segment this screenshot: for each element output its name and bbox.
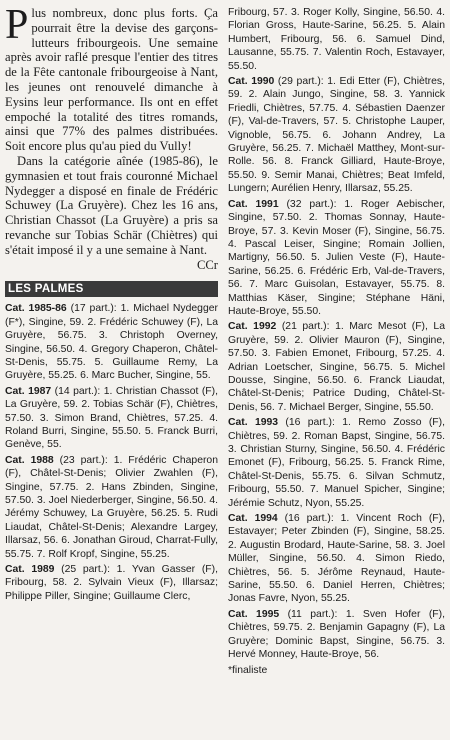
category-label: Cat. 1989 [5,564,55,576]
category-label: Cat. 1985-86 [5,303,67,315]
result-entry [5,454,218,561]
result-entry [5,302,218,382]
article-paragraph-1-text: lus nombreux, donc plus forts. Ça pourrait être la devise des garçons-lutteurs fribourgeois. Une semaine après avoir raflé presque l'entier des titres de la Fête cantonale fribourgeoise à Nant, les jeunes ont renouvelé dimanche à Eysins leur performance. Ils ont en effet empoché la totalité des titres romands, ainsi que 77% des palmes distribuées. Soit encore plus qu'au pied du Vully! [5,6,218,154]
result-text: (32 part.): 1. Roger Aebischer, Singine, 57.50. 2. Thomas Sonnay, Haute-Broye, 57. 3. Kevin Moser (F), Singine, 56.75. 4. Pascal Leiser, Singine; Romain Jollien, Martigny, 56.50. 5. Julien Veste (F), Haute-Sarine, 56.25. 6. Frédéric Erb, Val-de-Travers, 56. 7. Marc Guisolan, Estavayer, 55.75. 8. Matthias Käser, Singine; Stéphane Häni, Haute-Broye, 55.50. [228,198,445,317]
article-paragraph-1 [5,2,218,154]
results-left [5,302,218,603]
result-entry [228,320,445,414]
result-entry [228,416,445,510]
article [5,2,218,272]
result-text: (11 part.): 1. Sven Hofer (F), Chiètres, 59.75. 2. Benjamin Gapagny (F), La Gruyère; Dominic Bapst, Singine, 56.75. 3. Hervé Monney, Haute-Broye, 56. [228,608,445,661]
result-text: (25 part.): 1. Yvan Gasser (F), Fribourg, 58. 2. Sylvain Vieux (F), Illarsaz; Philippe Piller, Singine; Guillaume Clerc, [5,564,218,602]
result-text: (14 part.): 1. Christian Chassot (F), La Gruyère, 59. 2. Tobias Schär (F), Chiètres, 57.50. 3. Simon Brand, Chiètres, 57.25. 4. Roland Burri, Singine, 55.50. 5. Franck Burri, Genève, 55. [5,385,218,451]
left-column [5,2,218,605]
result-entry [5,385,218,452]
article-paragraph-2: Dans la catégorie aînée (1985-86), le gymnasien et tout frais couronné Michael Nydegger a disposé en finale de Frédéric Schuwey (La Gruyère). Chez les 16 ans, Christian Chassot (La Gruyère) a pris sa revanche sur Tobias Schär (Chiètres) qui s'était imposé il y a une semaine à Nant. [5,153,218,257]
result-entry [228,512,445,606]
results-right [228,6,445,662]
category-label: Cat. 1987 [5,385,52,397]
result-entry [228,608,445,662]
result-text: (17 part.): 1. Michael Nydegger (F*), Singine, 59. 2. Frédéric Schuwey (F), La Gruyère, 56.75. 3. Christoph Overney, Singine, 56.50. 4. Gregory Chaperon, Châtel-St-Denis, 55.75. 5. Guillaume Remy, La Gruyère, 55.25. 6. Marc Bucher, Singine, 55. [5,303,218,382]
result-text: (29 part.): 1. Edi Etter (F), Chiètres, 59. 2. Alain Jungo, Singine, 58. 3. Yannick Friedli, Chiètres, 57.75. 4. Sébastien Daenzer (F), Val-de-Travers, 57. 5. Christophe Lauper, Vignoble, 56.75. 6. Johann Andrey, La Gruyère, 56.25. 7. Michaël Matthey, Mont-sur-Rolle. 56. 8. Franck Gilliard, Haute-Broye, 55.50. 9. Semir Manai, Chiètres; Beat Imfeld, Lungern; Aurélien Henry, Illarsaz, 55.25. [228,76,445,195]
result-text: Fribourg, 57. 3. Roger Kolly, Singine, 56.50. 4. Florian Gross, Haute-Sarine, 56.25. 5. Alain Humbert, Fribourg, 56. 6. Samuel Dind, Lausanne, 55.75. 7. Valentin Roch, Estavayer, 55.50. [228,7,445,72]
result-text: (16 part.): 1. Remo Zosso (F), Chiètres, 59. 2. Roman Bapst, Singine, 56.75. 3. Christian Sturny, Singine, 56.50. 4. Frédéric Emonet (F), Fribourg, 56.25. 5. Franck Rime, Châtel-St-Denis, 55.75. 6. Silvan Schmutz, Fribourg, 55.50. 7. Manuel Spicher, Singine; Jérémie Schutz, Nyon, 55.25. [228,417,445,509]
category-label: Cat. 1994 [228,513,278,525]
category-label: Cat. 1995 [228,608,280,620]
result-entry [228,198,445,319]
category-label: Cat. 1991 [228,198,279,210]
right-column [228,6,445,677]
category-label: Cat. 1990 [228,76,275,88]
category-label: Cat. 1992 [228,321,277,333]
result-text: (16 part.): 1. Vincent Roch (F), Estavayer; Peter Zbinden (F), Singine, 58.25. 2. Augustin Brodard, Haute-Sarine, 58. 3. Joel Müller, Singine, 56.50. 4. Simon Riedo, Chiètres, 56. 5. Jérôme Reynaud, Haute-Sarine, 55.50. 6. Daniel Herren, Chiètres; Jonas Favre, Nyon, 55.25. [228,513,445,605]
category-label: Cat. 1993 [228,417,279,429]
result-text: (21 part.): 1. Marc Mesot (F), La Gruyère, 59. 2. Olivier Mauron (F), Singine, 57.50. 3. Fabien Emonet, Fribourg, 57.25. 4. Adrian Loetscher, Singine, 56.75. 5. Michel Dousse, Singine, 56.50. 6. Franck Liaudat, Châtel-St-Denis; Patrice Duding, Châtel-St-Denis, 56. 7. Michael Berger, Singine, 55.50. [228,321,445,413]
result-entry [228,75,445,196]
category-label: Cat. 1988 [5,454,54,466]
section-heading: LES PALMES [5,281,218,297]
result-entry [5,563,218,603]
footnote: *finaliste [228,664,268,676]
author-signature: CCr [197,257,218,272]
result-entry [228,6,445,73]
drop-cap: P [5,2,29,48]
result-text: (23 part.): 1. Frédéric Chaperon (F), Châtel-St-Denis; Olivier Zwahlen (F), Singine, 57.75. 2. Hans Zbinden, Singine, 57.50. 3. Joel Niederberger, Singine, 56.50. 4. Jérémy Schuwey, La Gruyère, 56.25. 5. Rudi Liaudat, Châtel-St-Denis; Alexandre Largey, Illarsaz, 56. 6. Jonathan Giroud, Charrat-Fully, 55.75. 7. Rolf Kropf, Singine, 55.25. [5,454,218,560]
